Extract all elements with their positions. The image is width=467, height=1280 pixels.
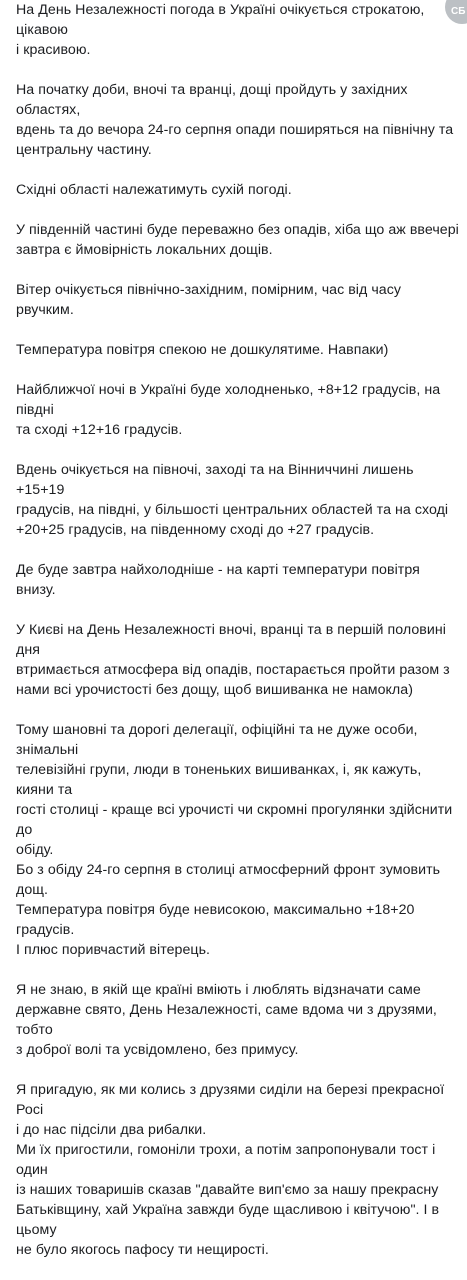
post-paragraph: Я пригадую, як ми колись з друзями сиділи на березі прекрасної Росі і до нас підсіли два рибалки. xyxy=(16,1082,445,1138)
post-paragraph: На День Незалежності погода в Україні очікується строкатою, цікавою і красивою. xyxy=(16,2,425,58)
post-paragraph: Східні області належатимуть сухій погоді. xyxy=(16,182,292,198)
post-paragraph: Найближчої ночі в Україні буде холодненько, +8+12 градусів, на півдні та сході +12+16 градусів. xyxy=(16,382,441,438)
post-paragraph: Вітер очікується північно-західним, помірним, час від часу рвучким. xyxy=(16,282,401,318)
post-paragraph: Температура повітря спекою не дошкулятиме. Навпаки) xyxy=(16,342,389,358)
post-paragraph: Вдень очікується на півночі, заході та на Вінниччині лишень +15+19 градусів, на півдні, у більшості центральних областей та на сході +20+25 градусів, на південному сході до +27 градусів. xyxy=(16,462,449,538)
post-paragraph: У Києві на День Незалежності вночі, вранці та в першій половині дня втримається атмосфера від опадів, постарається пройти разом з нами всі урочистості без дощу, щоб вишиванка не намокла) xyxy=(16,622,450,698)
post-paragraph: У південній частині буде переважно без опадів, хіба що аж ввечері завтра є ймовірність локальних дощів. xyxy=(16,222,459,258)
page-badge-label: СБ xyxy=(451,6,466,17)
post-paragraph: Я не знаю, в якій ще країні вміють і люблять відзначати саме державне свято, День Незалежності, саме вдома чи з друзями, тобто з доброї волі та усвідомлено, без примусу. xyxy=(16,982,437,1058)
post-paragraph: Де буде завтра найхолодніше - на карті температури повітря внизу. xyxy=(16,562,420,598)
post-body xyxy=(16,0,461,1280)
post-paragraph: Бо з обіду 24-го серпня в столиці атмосферний фронт зумовить дощ. Температура повітря буде невисокою, максимально +18+20 градусів. І плюс поривчастий вітерець. xyxy=(16,862,441,958)
post-paragraph: Тому шановні та дорогі делегації, офіційні та не дуже особи, знімальні телевізійні групи, люди в тоненьких вишиванках, і, як кажуть, кияни та гості столиці - краще всі урочисті чи скромні прогулянки здійснити до обіду. xyxy=(16,722,453,858)
post-paragraph: На початку доби, вночі та вранці, дощі пройдуть у західних областях, вдень та до вечора 24-го серпня опади поширяться на північну та центральну частину. xyxy=(16,82,454,158)
post-paragraph: Ми їх пригостили, гомоніли трохи, а потім запропонували тост і один із наших товаришів сказав "давайте вип'ємо за нашу прекрасну Батьківщину, хай Україна завжди буде щасливою і квітучою". І в цьому не було якогось пафосу ти нещирості. xyxy=(16,1142,440,1258)
